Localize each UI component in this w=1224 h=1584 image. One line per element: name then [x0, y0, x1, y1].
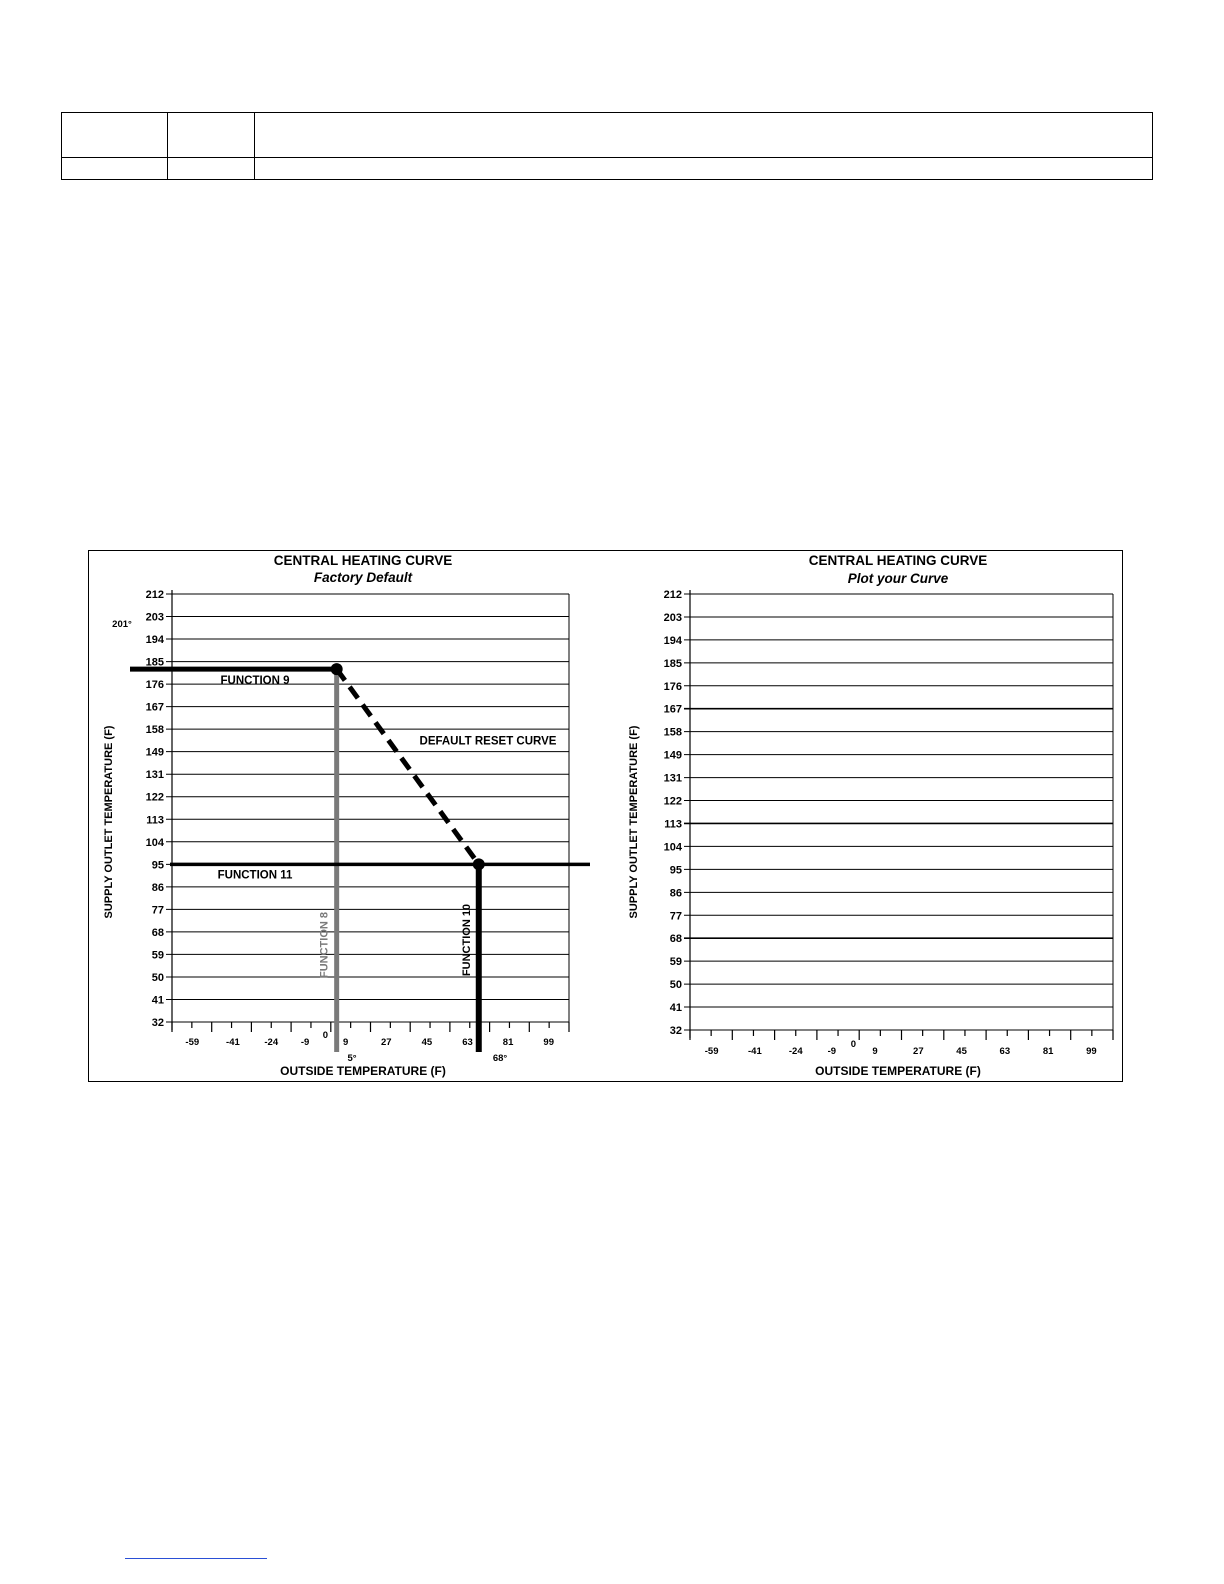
y-tick-label: 104 [663, 841, 682, 854]
y-tick-label: 50 [669, 979, 682, 992]
y-tick-label: 77 [669, 910, 682, 923]
y-tick-label: 59 [151, 949, 164, 962]
x-tick-label: 45 [421, 1037, 433, 1048]
curve-point [473, 858, 485, 870]
y-tick-label: 158 [145, 724, 164, 737]
y-tick-label: 104 [145, 836, 164, 849]
x-tick-label: 27 [913, 1046, 924, 1057]
x-tick-label: 63 [462, 1037, 473, 1048]
x-tick-label: -9 [827, 1046, 837, 1057]
y-tick-label: 176 [663, 680, 682, 693]
x-tick-label: -59 [185, 1037, 200, 1048]
curve-point [331, 663, 343, 675]
y-tick-label: 50 [151, 971, 164, 984]
extra-y-label: 201° [112, 619, 132, 630]
y-tick-label: 149 [663, 749, 682, 762]
x-tick-label: 81 [1042, 1046, 1054, 1057]
y-tick-label: 32 [151, 1017, 164, 1029]
y-tick-label: 86 [669, 887, 682, 900]
y-tick-label: 176 [145, 679, 164, 692]
y-tick-label: 59 [669, 956, 682, 969]
y-tick-label: 194 [663, 634, 682, 647]
y-tick-label: 131 [145, 769, 164, 782]
x-tick-label: 63 [999, 1046, 1011, 1057]
y-tick-label: 149 [145, 746, 164, 759]
y-tick-label: 113 [664, 818, 682, 831]
y-tick-label: 41 [669, 1002, 682, 1015]
y-tick-label: 122 [663, 795, 682, 808]
y-tick-label: 122 [145, 791, 164, 804]
x-tick-label: -24 [788, 1046, 803, 1057]
y-tick-label: 95 [151, 859, 164, 872]
y-tick-label: 203 [145, 611, 164, 624]
footnote-rule [125, 1558, 267, 1559]
x-axis-label: OUTSIDE TEMPERATURE (F) [815, 1064, 981, 1078]
x-tick-label: 81 [502, 1037, 514, 1048]
function-11-label: FUNCTION 11 [217, 869, 293, 882]
x-tick-label: -59 [704, 1046, 719, 1057]
x-tick-label: 9 [343, 1037, 349, 1048]
chart-title: CENTRAL HEATING CURVE [273, 553, 453, 568]
y-tick-label: 212 [145, 589, 164, 601]
y-tick-label: 95 [669, 864, 682, 877]
function-9-label: FUNCTION 9 [220, 675, 290, 688]
reset-curve-label: DEFAULT RESET CURVE [419, 735, 557, 748]
chart-subtitle: Plot your Curve [847, 571, 949, 586]
x-axis-label: OUTSIDE TEMPERATURE (F) [280, 1064, 446, 1078]
y-tick-label: 185 [663, 657, 682, 670]
extra-x-label: 5° [347, 1053, 357, 1064]
y-axis-label: SUPPLY OUTLET TEMPERATURE (F) [628, 725, 640, 919]
x-tick-label: -24 [264, 1037, 279, 1048]
y-tick-label: 68 [669, 933, 682, 946]
x-tick-label: 99 [1086, 1046, 1097, 1057]
y-tick-label: 113 [146, 814, 164, 827]
default-reset-curve [337, 669, 479, 864]
y-tick-label: 212 [663, 589, 682, 601]
x-tick-label: -41 [226, 1037, 240, 1048]
y-tick-label: 77 [151, 904, 164, 917]
function-8-label: FUNCTION 8 [318, 912, 331, 978]
y-tick-label: 203 [663, 611, 682, 624]
y-tick-label: 194 [145, 634, 164, 647]
y-tick-label: 32 [669, 1025, 682, 1037]
x-tick-label: 9 [872, 1046, 878, 1057]
y-tick-label: 158 [663, 726, 682, 739]
chart-subtitle: Factory Default [313, 570, 413, 585]
y-tick-label: 86 [151, 881, 164, 894]
x-tick-label: -41 [748, 1046, 762, 1057]
y-tick-label: 68 [151, 926, 164, 939]
y-tick-label: 131 [663, 772, 682, 785]
y-axis-label: SUPPLY OUTLET TEMPERATURE (F) [103, 725, 115, 919]
x-tick-label: 45 [956, 1046, 967, 1057]
x-tick-label: 0 [322, 1030, 329, 1041]
x-tick-label: -9 [300, 1037, 310, 1048]
y-tick-label: 41 [151, 994, 164, 1007]
extra-x-label: 68° [492, 1053, 508, 1064]
x-tick-label: 27 [381, 1037, 392, 1048]
x-tick-label: 0 [850, 1039, 857, 1050]
y-tick-label: 167 [663, 703, 682, 716]
chart-title: CENTRAL HEATING CURVE [808, 553, 988, 568]
y-tick-label: 167 [145, 701, 164, 714]
x-tick-label: 99 [543, 1037, 554, 1048]
function-10-label: FUNCTION 10 [460, 903, 473, 977]
y-tick-label: 185 [145, 656, 164, 669]
